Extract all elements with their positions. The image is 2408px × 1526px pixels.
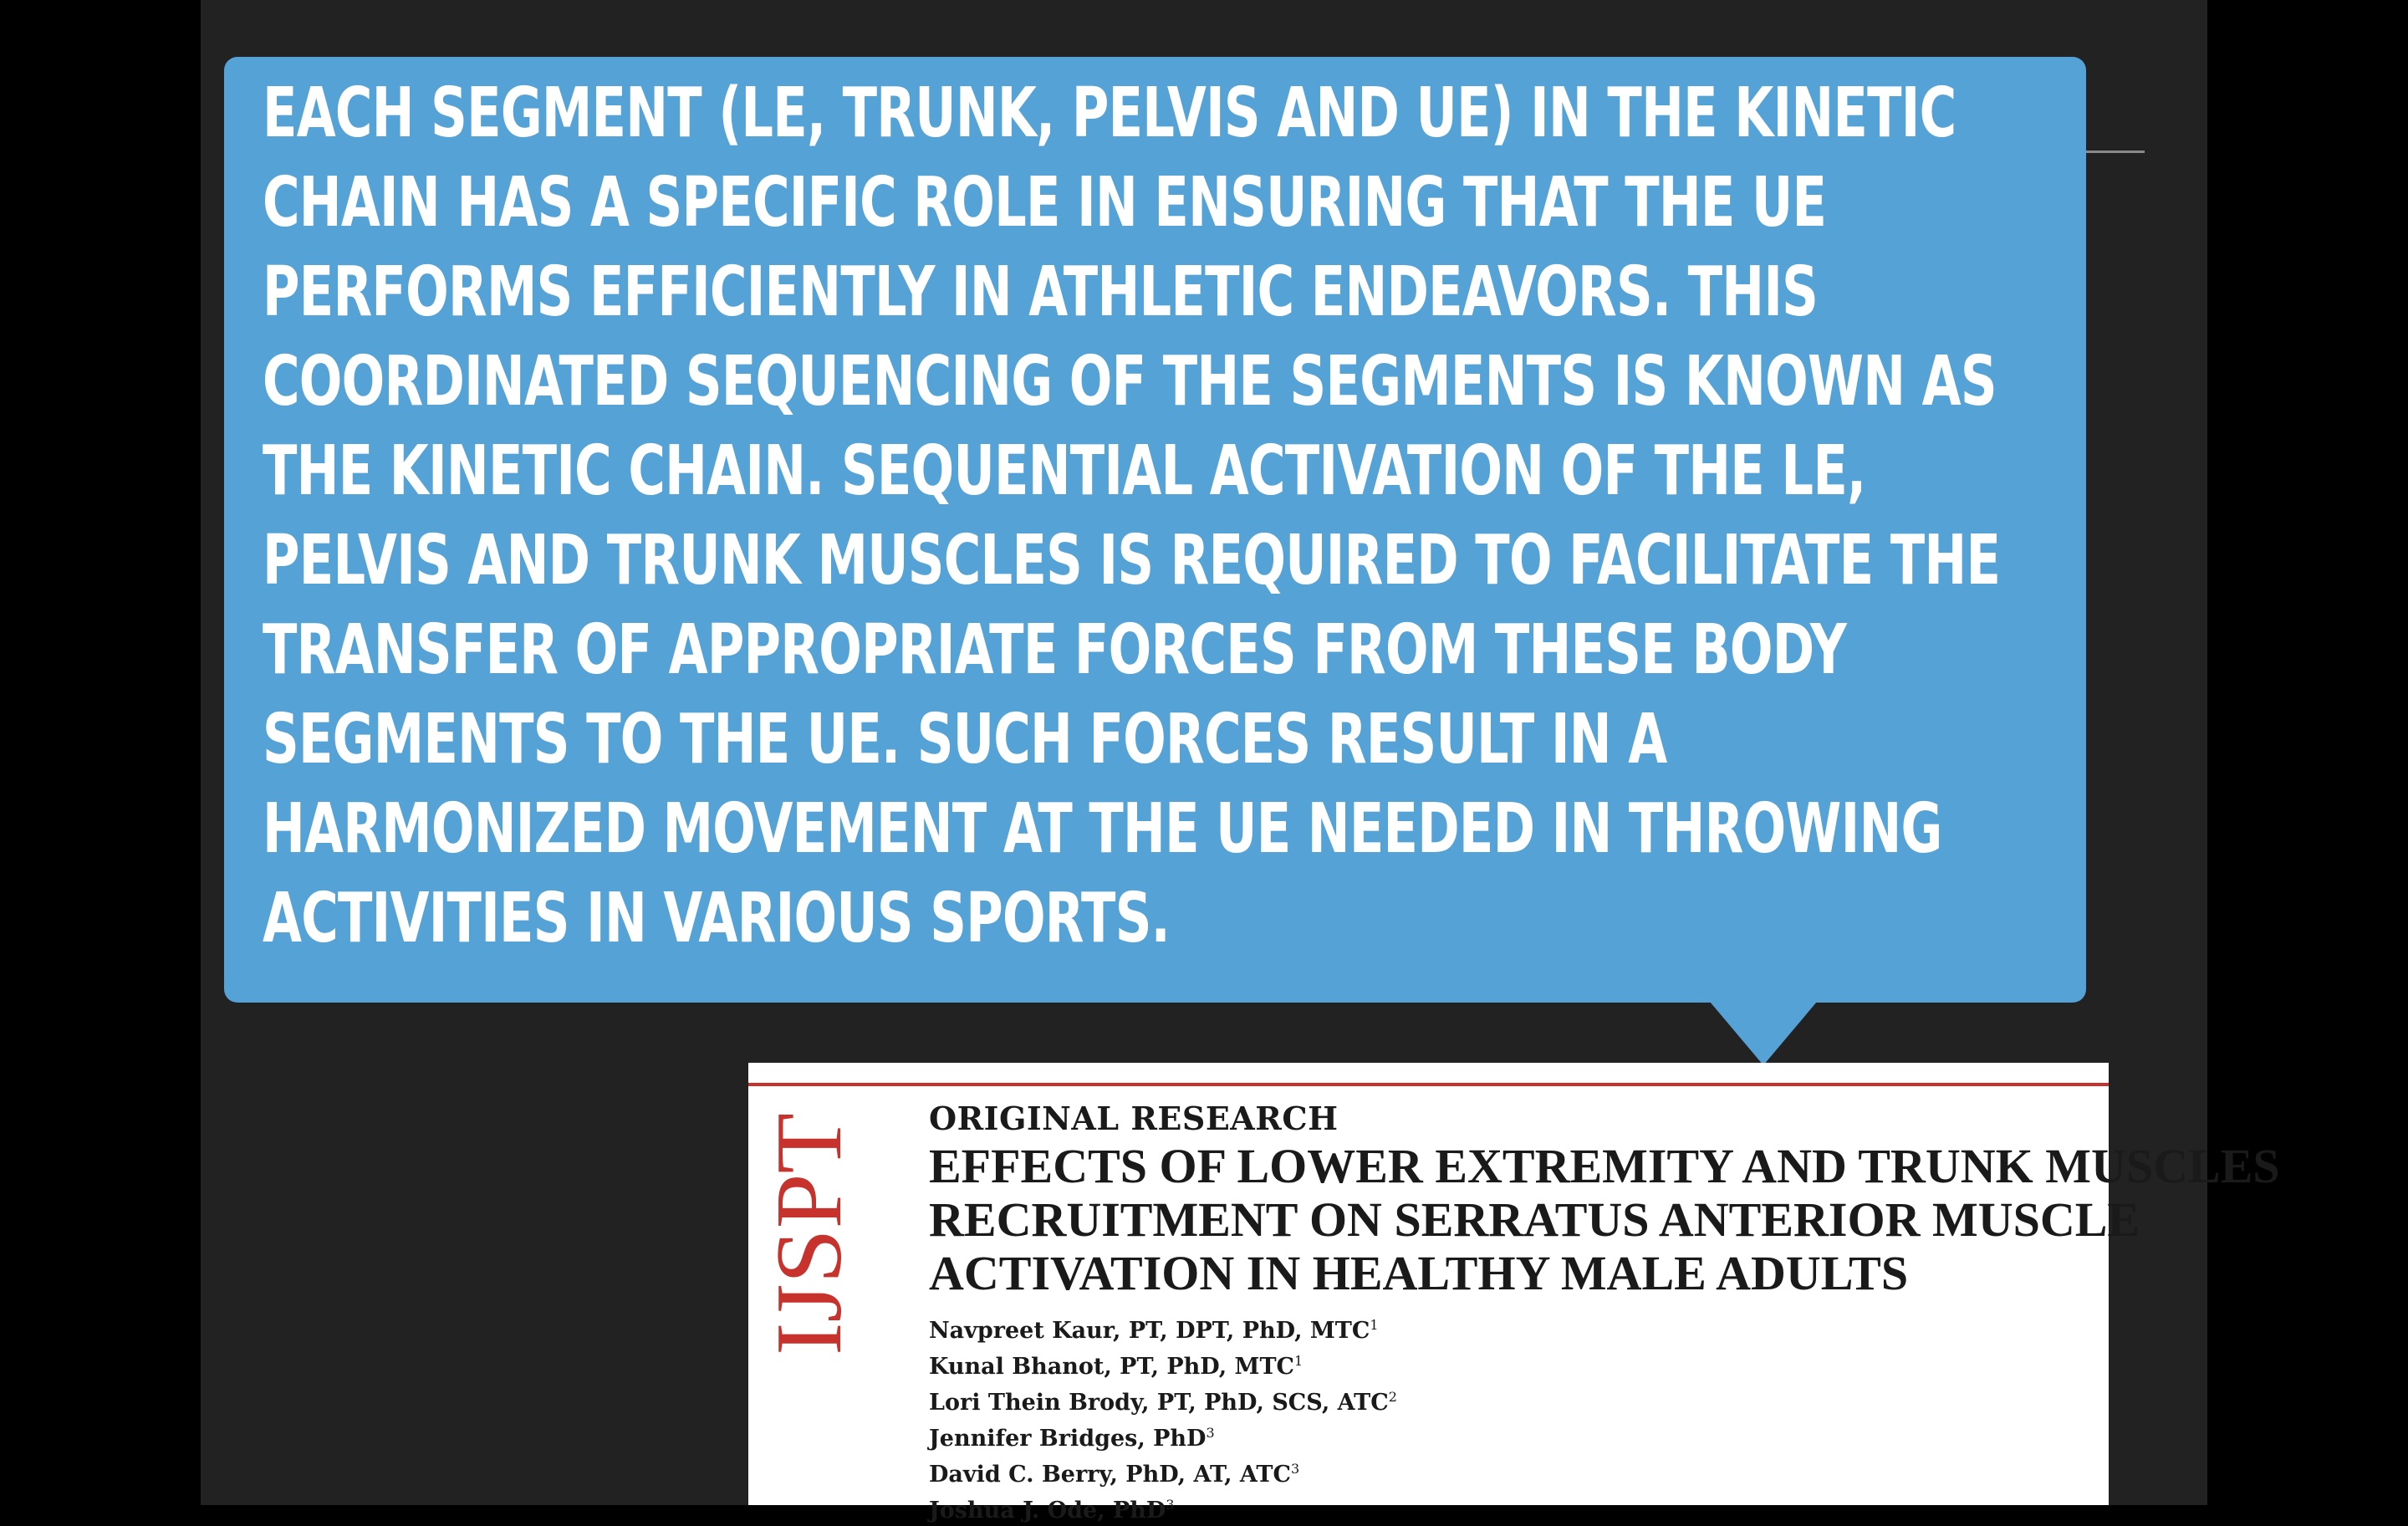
author-entry bbox=[929, 1310, 1397, 1346]
author-list bbox=[929, 1310, 1397, 1526]
article-screenshot bbox=[748, 1063, 2280, 1523]
author-name: Lori Thein Brody, PT, PhD, SCS, ATC bbox=[929, 1390, 1389, 1416]
article-title bbox=[929, 1139, 2280, 1300]
author-entry bbox=[929, 1382, 1397, 1418]
callout-line: SEGMENTS TO THE UE. SUCH FORCES RESULT IN A bbox=[263, 700, 1667, 779]
callout-pointer bbox=[1710, 1002, 1817, 1065]
author-name: Jennifer Bridges, PhD bbox=[929, 1426, 1207, 1452]
author-affiliation: 3 bbox=[1206, 1425, 1215, 1441]
callout-line: EACH SEGMENT (LE, TRUNK, PELVIS AND UE) IN THE KINETIC bbox=[263, 74, 1956, 153]
callout-line: TRANSFER OF APPROPRIATE FORCES FROM THESE BODY bbox=[263, 610, 1847, 690]
author-entry bbox=[929, 1490, 1397, 1526]
journal-logo bbox=[758, 1105, 867, 1355]
callout-line: PELVIS AND TRUNK MUSCLES IS REQUIRED TO FACILITATE THE bbox=[263, 521, 2001, 600]
speech-bubble-callout bbox=[224, 57, 2086, 1003]
author-name: Kunal Bhanot, PT, PhD, MTC bbox=[929, 1354, 1295, 1380]
article-title-line: ACTIVATION IN HEALTHY MALE ADULTS bbox=[929, 1246, 1909, 1300]
journal-logo-text: IJSPT bbox=[758, 1126, 861, 1355]
section-label: ORIGINAL RESEARCH bbox=[929, 1100, 1339, 1137]
callout-line: PERFORMS EFFICIENTLY IN ATHLETIC ENDEAVORS. THIS bbox=[263, 253, 1819, 332]
author-affiliation: 3 bbox=[1290, 1461, 1300, 1477]
author-affiliation: 1 bbox=[1370, 1317, 1379, 1333]
header-rule bbox=[748, 1083, 2109, 1086]
callout-line: HARMONIZED MOVEMENT AT THE UE NEEDED IN THROWING bbox=[263, 789, 1942, 869]
callout-line: THE KINETIC CHAIN. SEQUENTIAL ACTIVATION OF THE LE, bbox=[263, 431, 1866, 511]
author-name: Navpreet Kaur, PT, DPT, PhD, MTC bbox=[929, 1318, 1370, 1344]
author-affiliation: 2 bbox=[1388, 1389, 1397, 1405]
author-entry bbox=[929, 1454, 1397, 1490]
author-name: Joshua J. Ode, PhD bbox=[929, 1498, 1166, 1523]
callout-line: COORDINATED SEQUENCING OF THE SEGMENTS IS KNOWN AS bbox=[263, 342, 1997, 421]
author-entry bbox=[929, 1418, 1397, 1454]
callout-text bbox=[263, 69, 2057, 963]
callout-line: CHAIN HAS A SPECIFIC ROLE IN ENSURING THAT THE UE bbox=[263, 163, 1827, 242]
journal-logo-graphic bbox=[758, 1105, 867, 1355]
author-name: David C. Berry, PhD, AT, ATC bbox=[929, 1462, 1291, 1488]
author-affiliation: 1 bbox=[1294, 1353, 1303, 1369]
author-affiliation: 3 bbox=[1166, 1497, 1175, 1513]
callout-line: ACTIVITIES IN VARIOUS SPORTS. bbox=[263, 879, 1170, 958]
author-entry bbox=[929, 1346, 1397, 1382]
article-title-line: EFFECTS OF LOWER EXTREMITY AND TRUNK MUSCLES bbox=[929, 1139, 2280, 1193]
article-title-line: RECRUITMENT ON SERRATUS ANTERIOR MUSCLE bbox=[929, 1192, 2140, 1247]
